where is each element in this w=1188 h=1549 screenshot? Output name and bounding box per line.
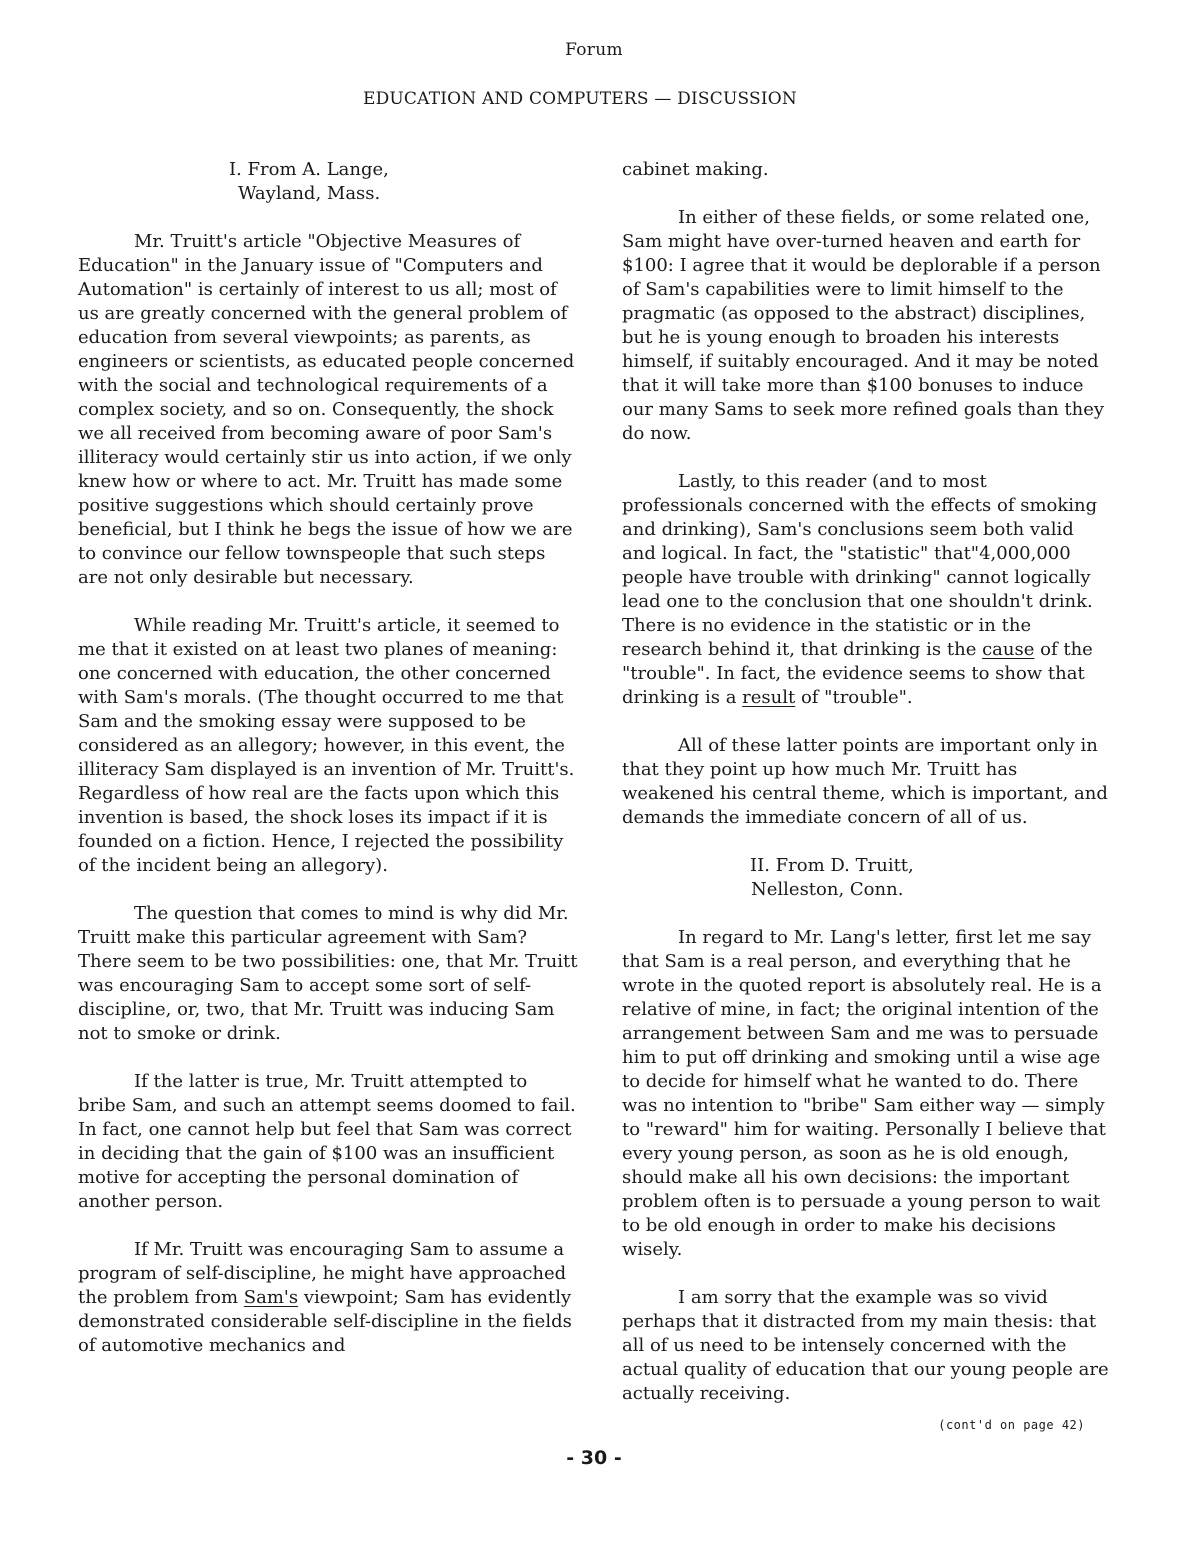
paragraph: Mr. Truitt's article "Objective Measures of Education" in the January issue of "Computers and Automation" is certainly of interest to us all; most of us are greatly concerned with the general problem of education from several viewpoints; as parents, as engineers or scientists, as educated people concerned with the social and technological requirements of a complex society, and so on. Consequently, the shock we all received from becoming aware of poor Sam's illiteracy would certainly stir us into action, if we only knew how or where to act. Mr. Truitt has made some positive suggestions which should certainly prove beneficial, but I think he begs the issue of how we are to convince our fellow townspeople that such steps are not only desirable but necessary. [78,231,575,588]
letter-heading-lange [78,158,578,206]
paragraph: All of these latter points are important only in that they point up how much Mr. Truitt has weakened his central theme, which is important, and demands the immediate concern of all of us. [622,735,1108,828]
paragraph-continuation: cabinet making. [622,159,769,180]
page-number: - 30 - [566,1447,622,1469]
letter-heading-line2: Nelleston, Conn. [751,879,904,900]
underlined-word: cause [982,639,1035,660]
paragraph: While reading Mr. Truitt's article, it seemed to me that it existed on at least two planes of meaning: one concerned with education, the other concerned with Sam's morals. (The thought occurred to me that Sam and the smoking essay were supposed to be considered as an allegory; however, in this event, the illiteracy Sam displayed is an invention of Mr. Truitt's. Regardless of how real are the facts upon which this invention is based, the shock loses its impact if it is founded on a fiction. Hence, I rejected the possibility of the incident being an allegory). [78,615,575,876]
paragraph: If the latter is true, Mr. Truitt attempted to bribe Sam, and such an attempt seems doomed to fail. In fact, one cannot help but feel that Sam was correct in deciding that the gain of $100 was an insufficient motive for accepting the personal domination of another person. [78,1071,576,1212]
underlined-word: result [742,687,796,708]
paragraph: I am sorry that the example was so vivid perhaps that it distracted from my main thesis: that all of us need to be intensely concerned with the actual quality of education that our young people are actually receiving. [622,1287,1109,1404]
paragraph: In regard to Mr. Lang's letter, first let me say that Sam is a real person, and everything that he wrote in the quoted report is absolutely real. He is a relative of mine, in fact; the original intention of the arrangement between Sam and me was to persuade him to put off drinking and smoking until a wise age to decide for himself what he wanted to do. There was no intention to "bribe" Sam either way — simply to "reward" him for waiting. Personally I believe that every young person, as soon as he is old enough, should make all his own decisions: the important problem often is to persuade a young person to wait to be old enough in order to make his decisions wisely. [622,927,1106,1260]
text-run: If Mr. Truitt was encouraging Sam to assume a program of self-discipline, he might have approached the problem from [78,1239,567,1308]
text-run: of "trouble". [795,687,913,708]
paragraph [622,470,1112,710]
section-label: Forum [565,40,623,60]
paragraph: In either of these fields, or some related one, Sam might have over-turned heaven and earth for $100: I agree that it would be deplorable if a person of Sam's capabilities were to limit himself to the pragmatic (as opposed to the abstract) disciplines, but he is young enough to broaden his interests himself, if suitably encouraged. And it may be noted that it will take more than $100 bonuses to induce our many Sams to seek more refined goals than they do now. [622,207,1105,444]
paragraph [78,1238,578,1358]
text-run: viewpoint; Sam has evidently demonstrated considerable self-discipline in the fields of automotive mechanics and [78,1287,572,1356]
right-column [622,158,1112,1430]
continued-note: (cont'd on page 42) [938,1418,1085,1432]
letter-heading-truitt [622,854,1112,902]
letter-heading-line1: I. From A. Lange, [229,159,389,180]
paragraph: The question that comes to mind is why did Mr. Truitt make this particular agreement with Sam? There seem to be two possibilities: one, that Mr. Truitt was encouraging Sam to accept some sort of self-discipline, or, two, that Mr. Truitt was inducing Sam not to smoke or drink. [78,903,578,1044]
left-column [78,158,578,1382]
text-run: Lastly, to this reader (and to most professionals concerned with the effects of smoking and drinking), Sam's conclusions seem both valid and logical. In fact, the "statistic" that"4,000,000 people have trouble with drinking" cannot logically lead one to the conclusion that one shouldn't drink. There is no evidence in the statistic or in the research behind it, that drinking is the [622,471,1098,660]
letter-heading-line1: II. From D. Truitt, [750,855,914,876]
letter-heading-line2: Wayland, Mass. [238,183,381,204]
underlined-word: Sam's [243,1287,299,1308]
page-title: EDUCATION AND COMPUTERS — DISCUSSION [362,89,798,109]
text-run: of the "trouble". In fact, the evidence seems to show that drinking is a [622,639,1093,708]
